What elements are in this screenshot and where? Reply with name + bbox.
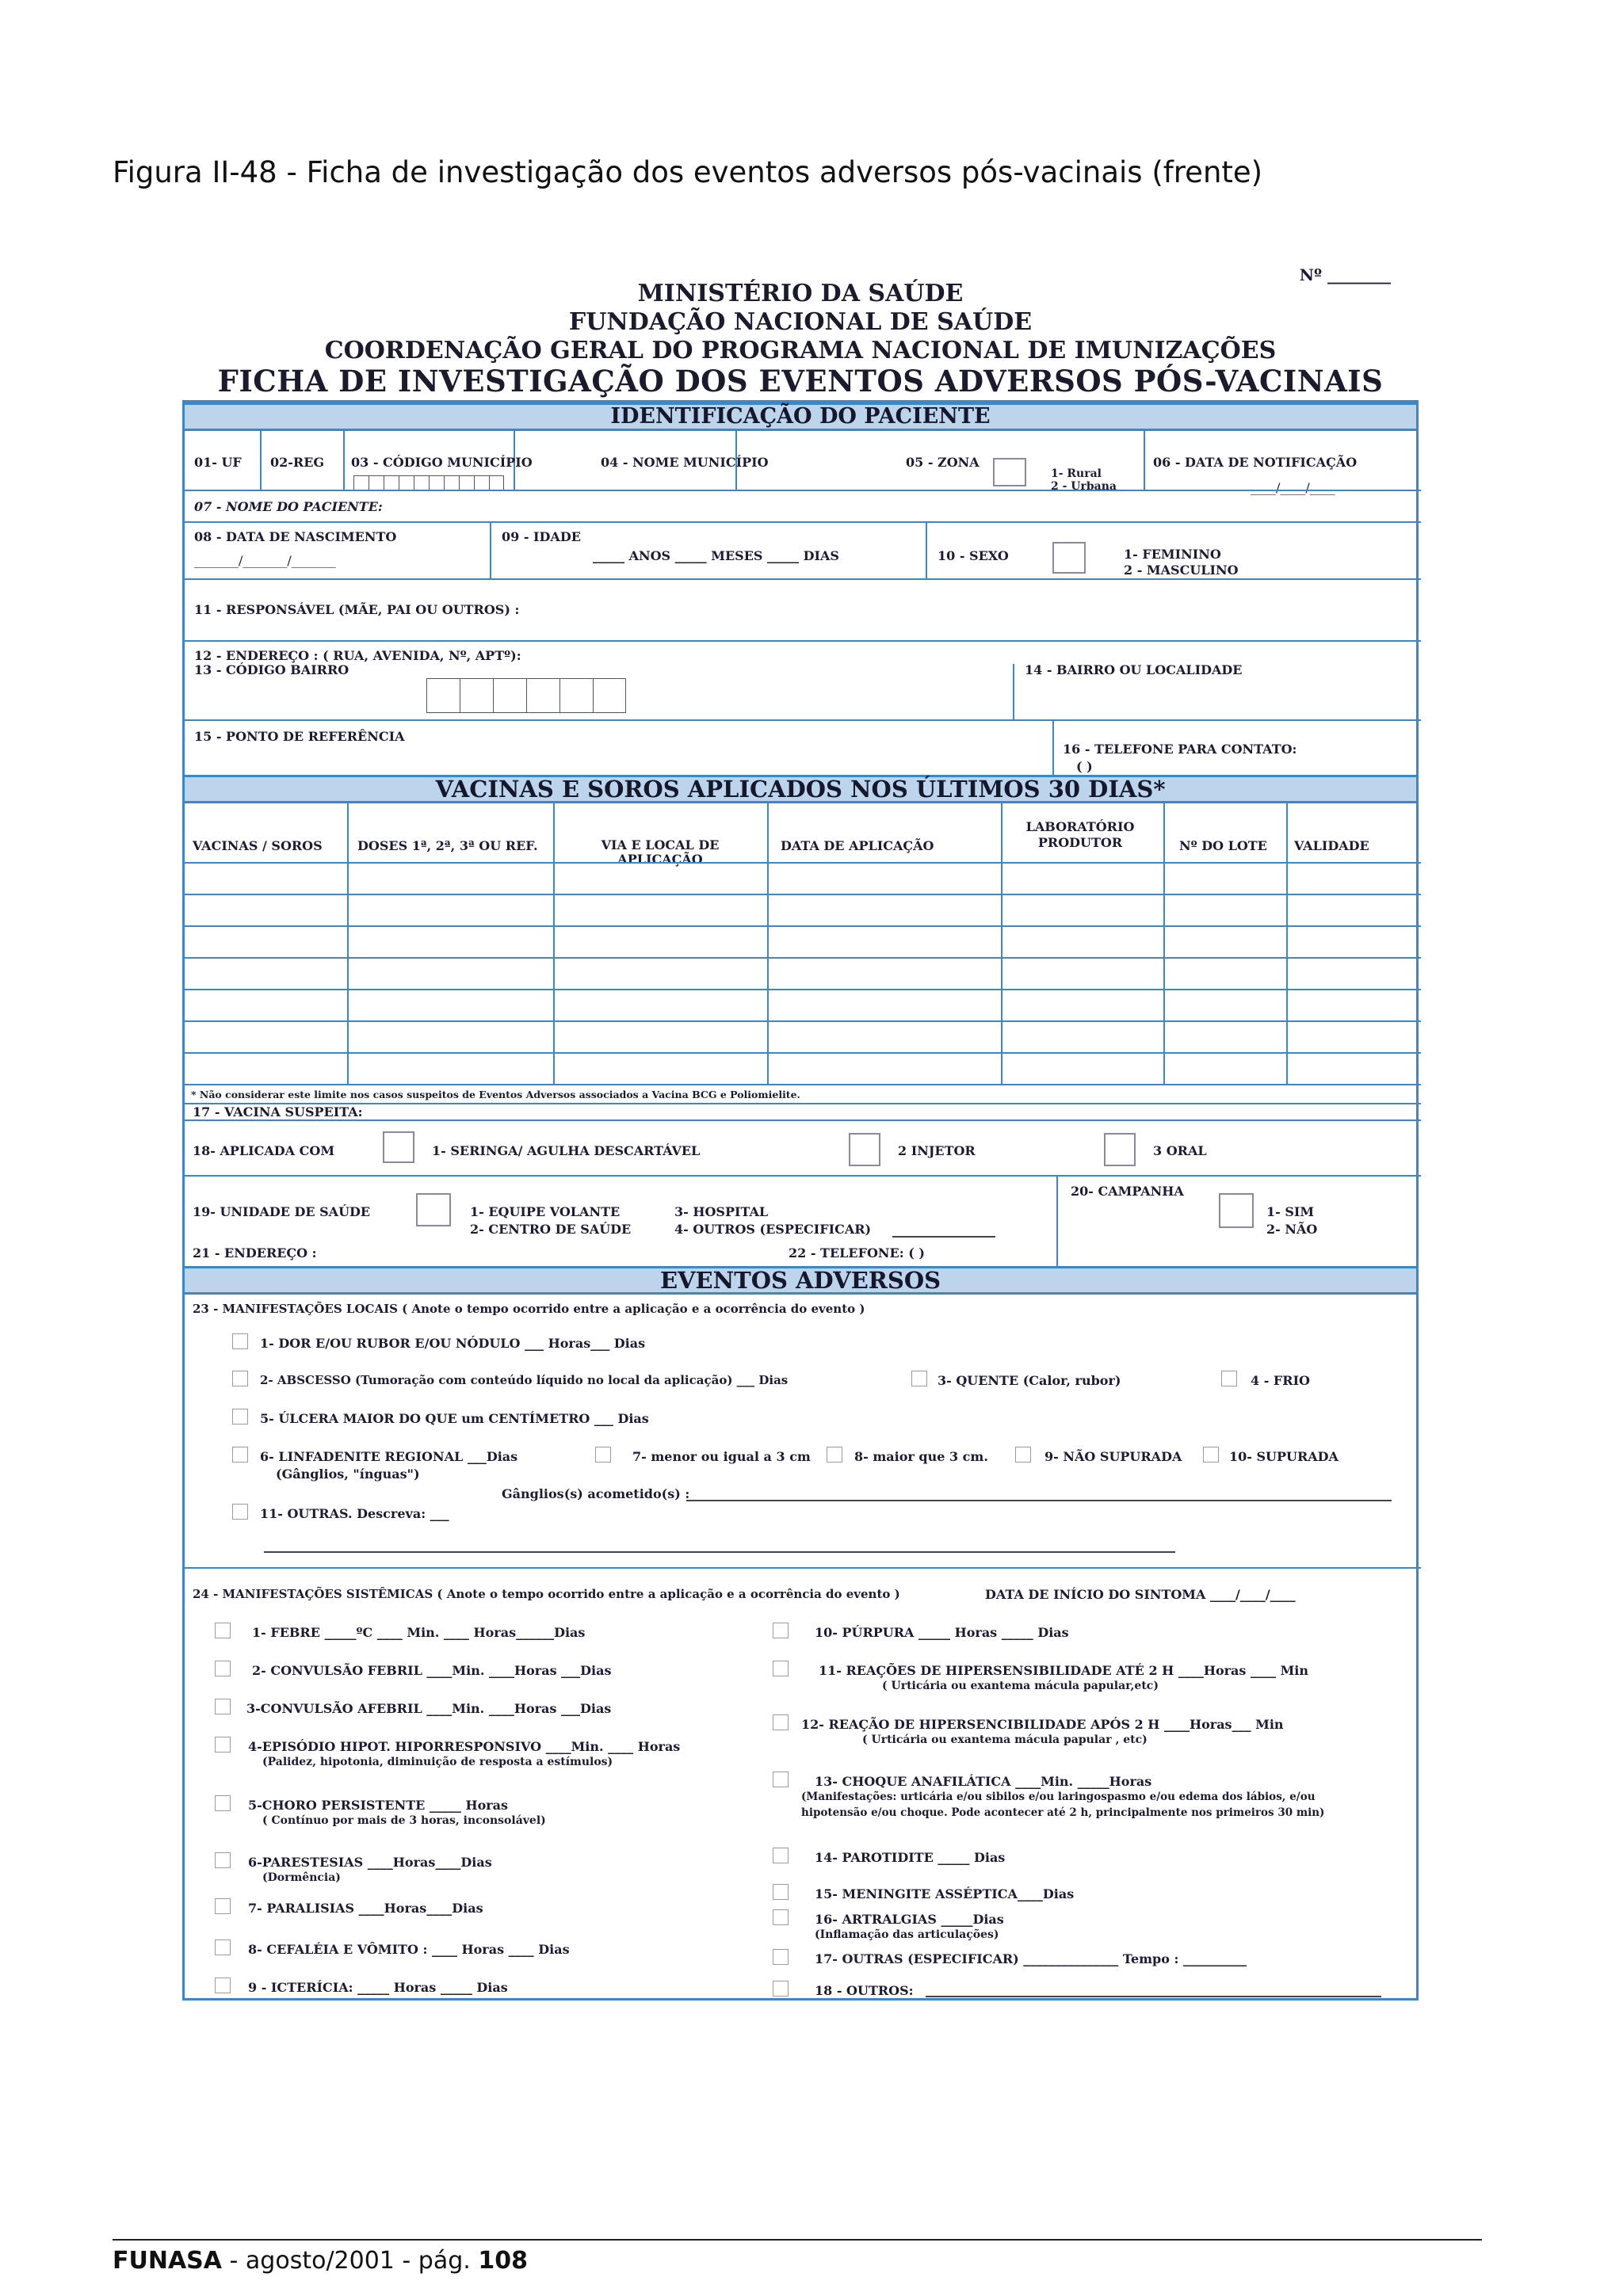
field-uf-label: 01- UF: [194, 455, 242, 470]
col-data-aplicacao: DATA DE APLICAÇÃO: [781, 838, 934, 853]
zona-input[interactable]: [993, 458, 1026, 486]
aplicada-com-opt2: 2 INJETOR: [898, 1143, 976, 1158]
codigo-municipio-input[interactable]: [353, 475, 504, 491]
data-nascimento-input[interactable]: _______/_______/_______: [194, 553, 336, 568]
local-item-7-checkbox[interactable]: [595, 1447, 611, 1463]
col-lote: Nº DO LOTE: [1179, 838, 1267, 853]
unidade-saude-input[interactable]: [416, 1193, 451, 1226]
field-bairro-localidade-label: 14 - BAIRRO OU LOCALIDADE: [1025, 662, 1243, 677]
field-idade-label: 09 - IDADE: [502, 529, 581, 544]
local-item-6: 6- LINFADENITE REGIONAL ___Dias: [260, 1449, 518, 1464]
zona-option-rural: 1- Rural: [1051, 467, 1102, 480]
sistemica-4-checkbox[interactable]: [215, 1737, 231, 1753]
form-number: Nº ________: [1299, 265, 1391, 284]
sistemica-7: 7- PARALISIAS ____Horas____Dias: [248, 1901, 483, 1916]
field-campanha-label: 20- CAMPANHA: [1071, 1184, 1184, 1199]
table-row[interactable]: [185, 894, 1421, 895]
zona-option-urbana: 2 - Urbana: [1051, 480, 1117, 493]
field-telefone-contato-label: 16 - TELEFONE PARA CONTATO:: [1063, 742, 1297, 757]
sistemica-6: 6-PARESTESIAS ____Horas____Dias: [248, 1855, 492, 1870]
field-data-nascimento-label: 08 - DATA DE NASCIMENTO: [194, 529, 397, 544]
table-row[interactable]: [185, 862, 1421, 864]
sistemica-16: 16- ARTRALGIAS _____Dias: [815, 1912, 1004, 1927]
data-inicio-sintoma[interactable]: DATA DE INÍCIO DO SINTOMA ____/____/____: [985, 1587, 1296, 1602]
local-item-3: 3- QUENTE (Calor, rubor): [938, 1373, 1121, 1388]
sistemica-12-note: ( Urticária ou exantema mácula papular , etc): [862, 1733, 1148, 1746]
sistemica-6-checkbox[interactable]: [215, 1852, 231, 1868]
sistemica-9-checkbox[interactable]: [215, 1978, 231, 1993]
field-data-notificacao-label: 06 - DATA DE NOTIFICAÇÃO: [1153, 455, 1358, 470]
local-item-5: 5- ÚLCERA MAIOR DO QUE um CENTÍMETRO ___ Dias: [260, 1411, 649, 1426]
sistemica-9: 9 - ICTERÍCIA: _____ Horas _____ Dias: [248, 1980, 508, 1995]
sistemica-12: 12- REAÇÃO DE HIPERSENCIBILIDADE APÓS 2 H ____Horas___ Min: [801, 1717, 1284, 1732]
sistemica-15: 15- MENINGITE ASSÉPTICA____Dias: [815, 1886, 1075, 1901]
field-responsavel-label: 11 - RESPONSÁVEL (MÃE, PAI OU OUTROS) :: [194, 602, 520, 617]
unidade-opt1: 1- EQUIPE VOLANTE: [470, 1204, 621, 1219]
local-item-8: 8- maior que 3 cm.: [854, 1449, 988, 1464]
aplicada-com-opt3: 3 ORAL: [1153, 1143, 1207, 1158]
sexo-option-feminino: 1- FEMININO: [1124, 547, 1221, 562]
local-item-4: 4 - FRIO: [1251, 1373, 1310, 1388]
table-row[interactable]: [185, 1052, 1421, 1054]
campanha-input[interactable]: [1219, 1193, 1254, 1228]
field-codigo-municipio-label: 03 - CÓDIGO MUNICÍPIO: [351, 455, 533, 470]
ganglios-label: Gânglios(s) acometido(s) :: [502, 1486, 690, 1501]
table-row[interactable]: [185, 957, 1421, 959]
data-notificacao-input[interactable]: ____/____/____: [1251, 480, 1335, 495]
header-line-2: FUNDAÇÃO NACIONAL DE SAÚDE: [568, 308, 1033, 336]
sistemica-10: 10- PÚRPURA _____ Horas _____ Dias: [815, 1625, 1069, 1640]
sistemica-10-checkbox[interactable]: [773, 1623, 789, 1638]
sistemica-16-checkbox[interactable]: [773, 1909, 789, 1925]
footer-text: - agosto/2001 - pág.: [222, 2247, 479, 2275]
codigo-bairro-input[interactable]: [426, 678, 626, 713]
col-vacinas-soros: VACINAS / SOROS: [193, 838, 323, 853]
local-item-4-checkbox[interactable]: [1221, 1371, 1237, 1386]
sexo-input[interactable]: [1052, 542, 1086, 574]
outras-descricao-input[interactable]: [264, 1551, 1175, 1553]
sexo-option-masculino: 2 - MASCULINO: [1124, 563, 1239, 578]
sistemica-13-note-2: hipotensão e/ou choque. Pode acontecer até 2 h, principalmente nos primeiros 30 min): [801, 1806, 1325, 1819]
local-item-7: 7- menor ou igual a 3 cm: [632, 1449, 811, 1464]
sistemica-5: 5-CHORO PERSISTENTE _____ Horas: [248, 1798, 509, 1813]
sistemica-3: 3-CONVULSÃO AFEBRIL ____Min. ____Horas ___Dias: [246, 1701, 612, 1716]
sistemica-6-note: (Dormência): [262, 1871, 341, 1884]
field-endereco-label: 12 - ENDEREÇO : ( RUA, AVENIDA, Nº, APTº):: [194, 648, 521, 663]
col-laboratorio: LABORATÓRIO PRODUTOR: [1025, 819, 1135, 850]
ganglios-input[interactable]: [686, 1500, 1392, 1501]
sistemica-2: 2- CONVULSÃO FEBRIL ____Min. ____Horas ___Dias: [252, 1663, 612, 1678]
sistemica-11-checkbox[interactable]: [773, 1661, 789, 1676]
field-sexo-label: 10 - SEXO: [938, 548, 1009, 563]
unidade-opt2: 2- CENTRO DE SAÚDE: [470, 1222, 632, 1237]
header-line-1: MINISTÉRIO DA SAÚDE: [637, 280, 964, 307]
local-item-10-checkbox[interactable]: [1203, 1447, 1219, 1463]
field-manifestacoes-sistemicas-label: 24 - MANIFESTAÇÕES SISTÊMICAS ( Anote o tempo ocorrido entre a aplicação e a ocorrência do evento ): [193, 1587, 900, 1601]
campanha-opt-sim: 1- SIM: [1266, 1204, 1315, 1219]
local-item-6-checkbox[interactable]: [232, 1447, 248, 1463]
outros-input[interactable]: [926, 1996, 1381, 1997]
form-title: FICHA DE INVESTIGAÇÃO DOS EVENTOS ADVERSOS PÓS-VACINAIS: [217, 364, 1384, 399]
sistemica-11: 11- REAÇÕES DE HIPERSENSIBILIDADE ATÉ 2 H ____Horas ____ Min: [819, 1663, 1308, 1678]
col-doses: DOSES 1ª, 2ª, 3ª OU REF.: [357, 838, 538, 853]
sistemica-11-note: ( Urticária ou exantema mácula papular,etc): [882, 1680, 1159, 1692]
field-reg-label: 02-REG: [270, 455, 325, 470]
aplicada-com-injetor-checkbox[interactable]: [849, 1133, 880, 1166]
sistemica-3-checkbox[interactable]: [215, 1699, 231, 1714]
figure-caption: Figura II-48 - Ficha de investigação dos eventos adversos pós-vacinais (frente): [113, 155, 1263, 189]
sistemica-5-note: ( Contínuo por mais de 3 horas, inconsolável): [262, 1814, 546, 1827]
sistemica-13-note-1: (Manifestações: urticária e/ou sibilos e/ou laringospasmo e/ou edema dos lábios, e/ou: [801, 1791, 1316, 1803]
sistemica-14-checkbox[interactable]: [773, 1848, 789, 1863]
vacinas-note: * Não considerar este limite nos casos suspeitos de Eventos Adversos associados a Vacina BCG e Poliomielite.: [191, 1089, 800, 1100]
local-item-9-checkbox[interactable]: [1015, 1447, 1031, 1463]
campanha-opt-nao: 2- NÃO: [1266, 1222, 1318, 1237]
field-zona-label: 05 - ZONA: [906, 455, 980, 470]
field-telefone-unidade-label: 22 - TELEFONE: ( ): [789, 1245, 925, 1261]
unidade-opt4: 4- OUTROS (ESPECIFICAR): [674, 1222, 872, 1237]
sistemica-2-checkbox[interactable]: [215, 1661, 231, 1676]
sistemica-1: 1- FEBRE _____ºC ____ Min. ____ Horas______Dias: [252, 1625, 586, 1640]
sistemica-13-checkbox[interactable]: [773, 1772, 789, 1787]
local-item-1: 1- DOR E/OU RUBOR E/OU NÓDULO ___ Horas___ Dias: [260, 1336, 646, 1351]
field-aplicada-com-label: 18- APLICADA COM: [193, 1143, 335, 1158]
section-vacinas-title: VACINAS E SOROS APLICADOS NOS ÚLTIMOS 30 DIAS*: [185, 775, 1416, 803]
local-item-2-checkbox[interactable]: [232, 1371, 248, 1386]
sistemica-14: 14- PAROTIDITE _____ Dias: [815, 1850, 1006, 1865]
sistemica-12-checkbox[interactable]: [773, 1714, 789, 1730]
local-item-2: 2- ABSCESSO (Tumoração com conteúdo líquido no local da aplicação) ___ Dias: [260, 1373, 789, 1387]
page-footer: [113, 2247, 528, 2275]
footer-page-number: 108: [478, 2247, 528, 2275]
table-row[interactable]: [185, 989, 1421, 990]
sistemica-18: 18 - OUTROS:: [815, 1983, 914, 1998]
sistemica-8-checkbox[interactable]: [215, 1939, 231, 1955]
header-line-3: COORDENAÇÃO GERAL DO PROGRAMA NACIONAL DE IMUNIZAÇÕES: [324, 337, 1277, 364]
aplicada-com-seringa-checkbox[interactable]: [383, 1131, 414, 1163]
telefone-contato-input[interactable]: ( ): [1076, 759, 1093, 774]
sistemica-15-checkbox[interactable]: [773, 1884, 789, 1900]
sistemica-17: 17- OUTRAS (ESPECIFICAR) _______________ Tempo : __________: [815, 1951, 1247, 1966]
field-vacina-suspeita-label: 17 - VACINA SUSPEITA:: [193, 1104, 363, 1119]
unidade-opt3: 3- HOSPITAL: [674, 1204, 769, 1219]
sistemica-18-checkbox[interactable]: [773, 1981, 789, 1997]
local-item-9: 9- NÃO SUPURADA: [1044, 1449, 1182, 1464]
idade-input[interactable]: _____ ANOS _____ MESES _____ DIAS: [593, 548, 839, 563]
footer-org: FUNASA: [113, 2247, 223, 2275]
table-row[interactable]: [185, 925, 1421, 927]
field-manifestacoes-locais-label: 23 - MANIFESTAÇÕES LOCAIS ( Anote o tempo ocorrido entre a aplicação e a ocorrência do evento ): [193, 1302, 865, 1316]
field-nome-paciente-label: 07 - NOME DO PACIENTE:: [194, 499, 383, 514]
sistemica-5-checkbox[interactable]: [215, 1795, 231, 1811]
local-item-5-checkbox[interactable]: [232, 1409, 248, 1425]
investigation-form: [182, 265, 1419, 2020]
sistemica-4: 4-EPISÓDIO HIPOT. HIPORRESPONSIVO ____Min. ____ Horas: [248, 1739, 681, 1754]
local-item-1-checkbox[interactable]: [232, 1333, 248, 1349]
section-identificacao-title: IDENTIFICAÇÃO DO PACIENTE: [185, 402, 1416, 431]
col-validade: VALIDADE: [1294, 838, 1369, 853]
field-codigo-bairro-label: 13 - CÓDIGO BAIRRO: [194, 662, 349, 677]
sistemica-16-note: (Inflamação das articulações): [815, 1928, 999, 1941]
field-unidade-saude-label: 19- UNIDADE DE SAÚDE: [193, 1204, 371, 1219]
local-item-8-checkbox[interactable]: [827, 1447, 842, 1463]
col-via-local: VIA E LOCAL DE APLICAÇÃO: [601, 837, 720, 867]
local-item-10: 10- SUPURADA: [1229, 1449, 1338, 1464]
field-ponto-referencia-label: 15 - PONTO DE REFERÊNCIA: [194, 729, 405, 744]
sistemica-4-note: (Palidez, hipotonia, diminuição de resposta a estímulos): [262, 1756, 613, 1768]
field-nome-municipio-label: 04 - NOME MUNICÍPIO: [601, 455, 769, 470]
sistemica-1-checkbox[interactable]: [215, 1623, 231, 1638]
field-endereco-unidade-label: 21 - ENDEREÇO :: [193, 1245, 317, 1261]
section-eventos-title: EVENTOS ADVERSOS: [185, 1266, 1416, 1295]
footer-divider: [113, 2239, 1482, 2241]
sistemica-8: 8- CEFALÉIA E VÔMITO : ____ Horas ____ Dias: [248, 1942, 570, 1957]
table-row[interactable]: [185, 1020, 1421, 1022]
aplicada-com-opt1: 1- SERINGA/ AGULHA DESCARTÁVEL: [432, 1143, 701, 1158]
sistemica-17-checkbox[interactable]: [773, 1949, 789, 1965]
aplicada-com-oral-checkbox[interactable]: [1104, 1133, 1136, 1166]
local-item-6-note: (Gânglios, "ínguas"): [276, 1466, 420, 1482]
sistemica-7-checkbox[interactable]: [215, 1898, 231, 1914]
local-item-3-checkbox[interactable]: [911, 1371, 927, 1386]
local-item-11: 11- OUTRAS. Descreva: ___: [260, 1506, 449, 1521]
local-item-11-checkbox[interactable]: [232, 1504, 248, 1520]
form-grid: [182, 400, 1419, 2000]
sistemica-13: 13- CHOQUE ANAFILÁTICA ____Min. _____Horas: [815, 1774, 1152, 1789]
